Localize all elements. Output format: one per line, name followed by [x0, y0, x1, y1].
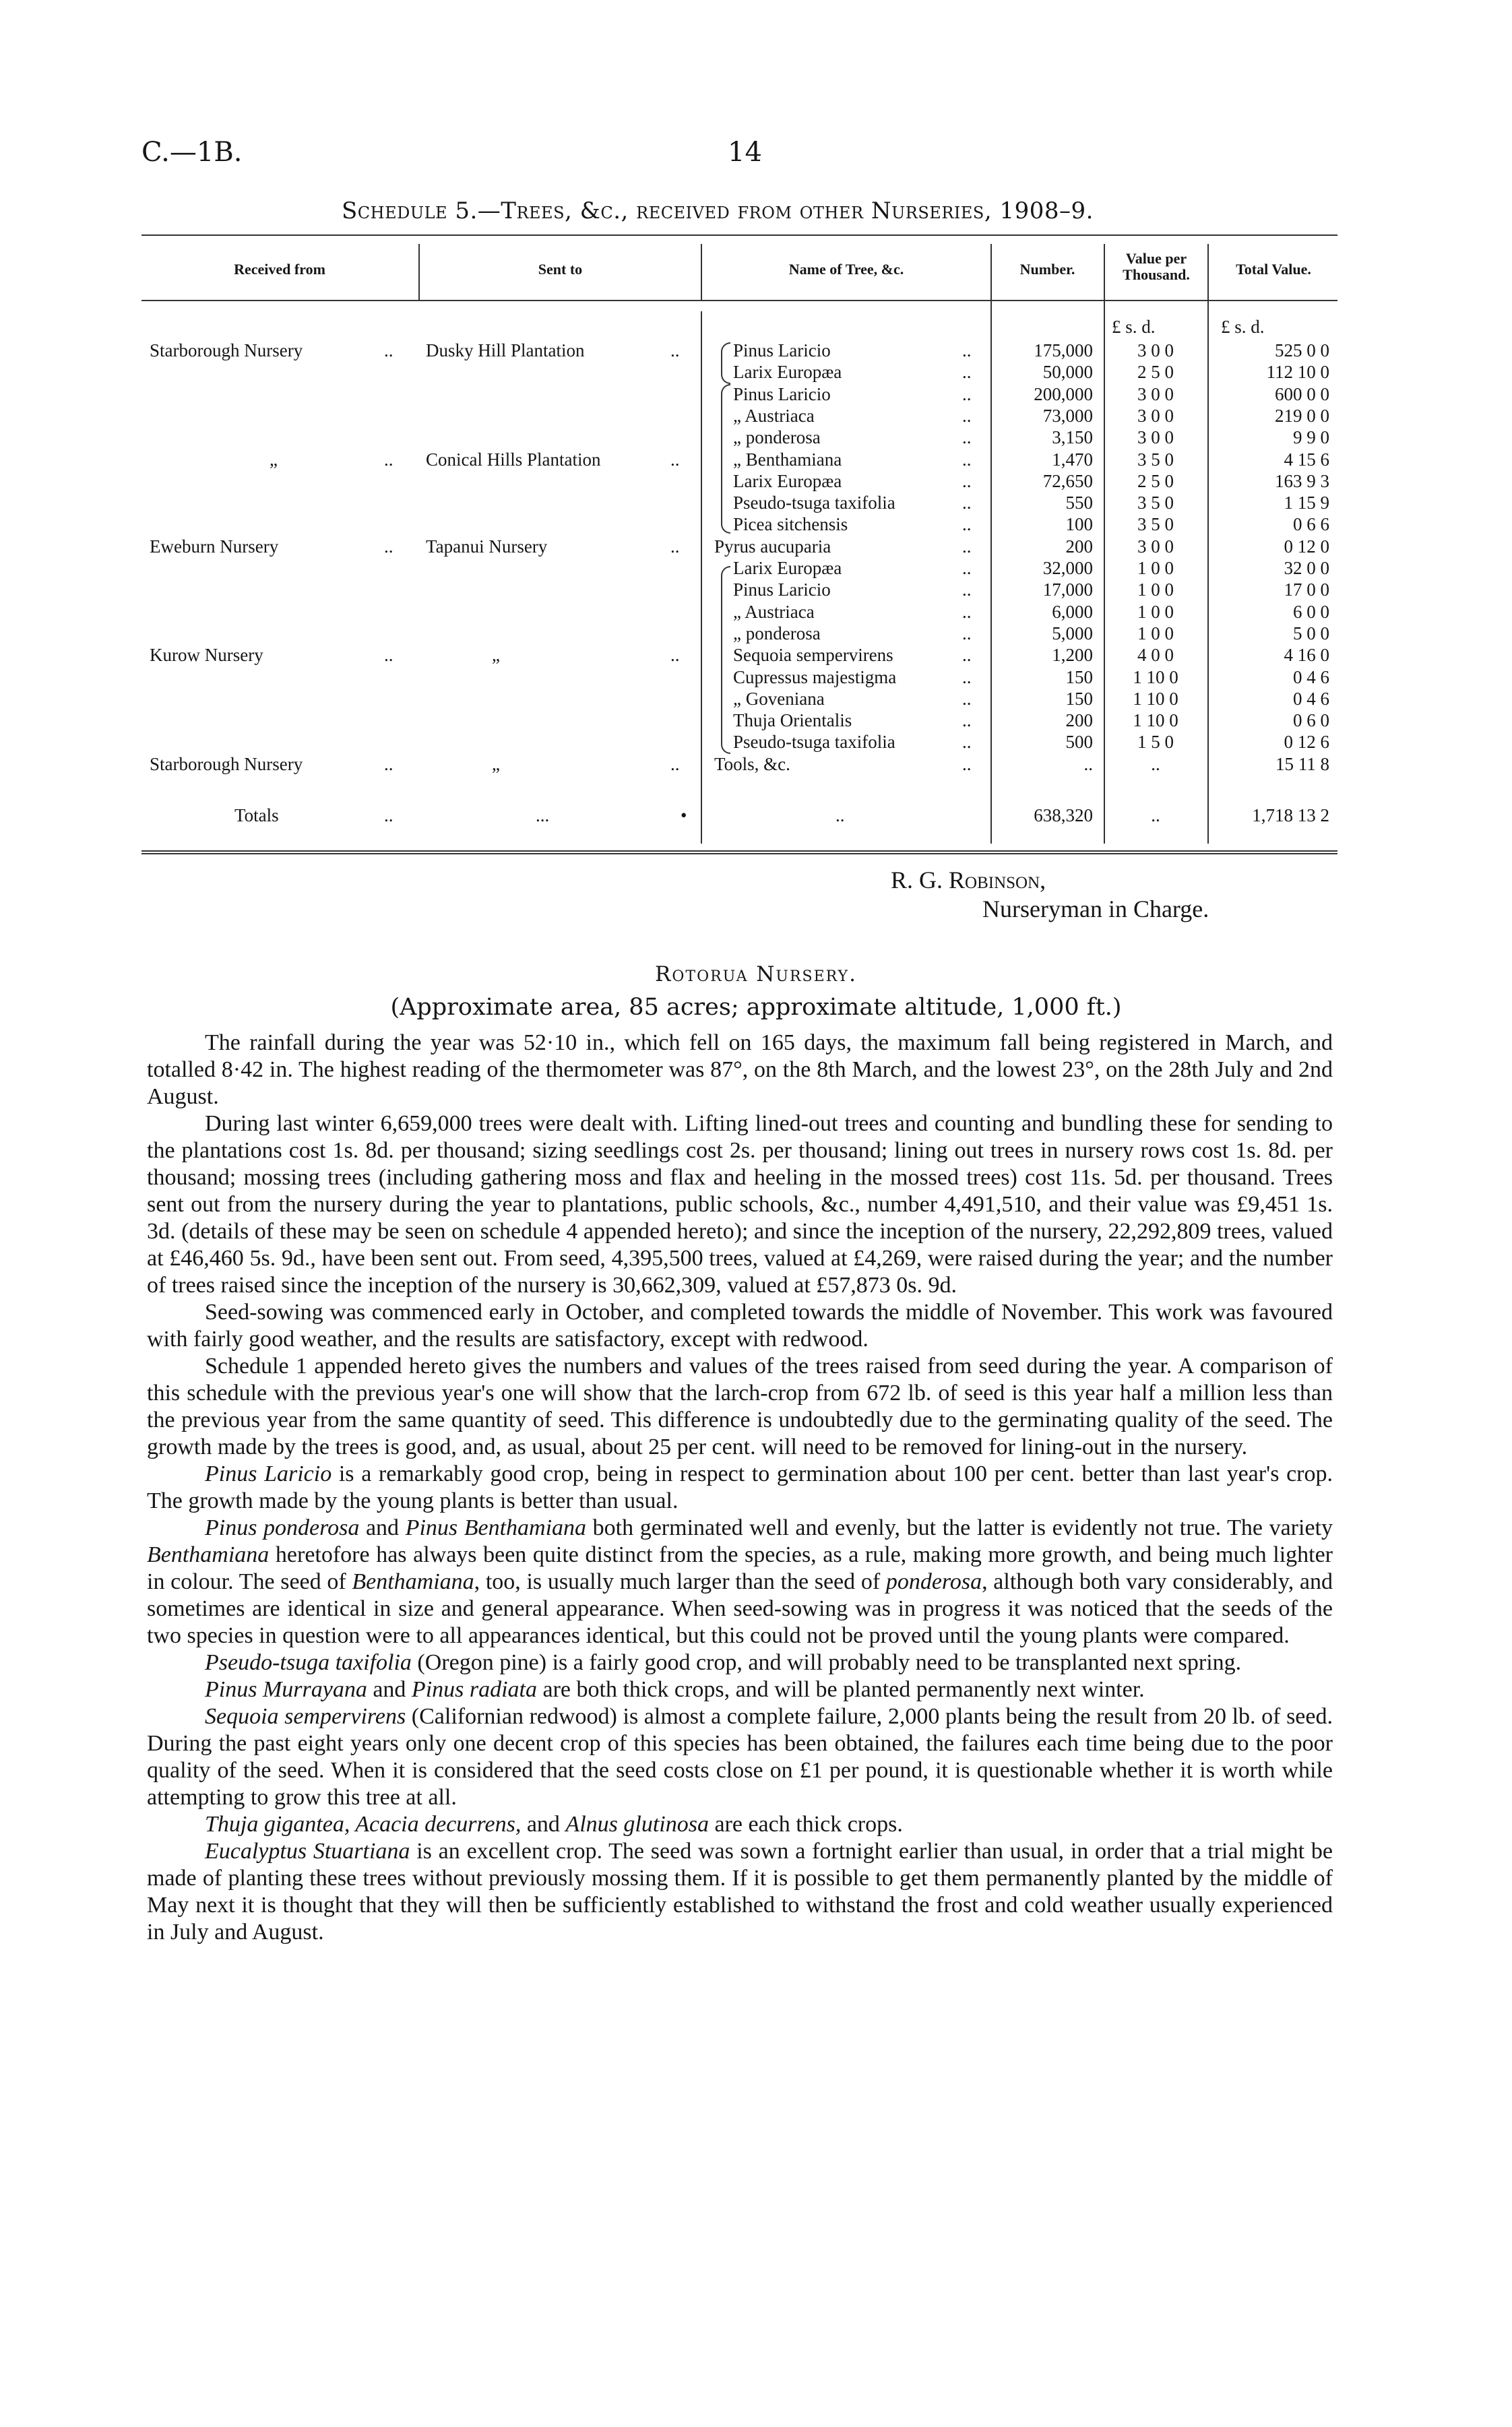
species-name: Benthamiana	[147, 1542, 270, 1567]
cell-value-per-thousand: 3 5 0	[1137, 514, 1174, 535]
paragraph-sequoia	[147, 1703, 1333, 1811]
leader-dots: ..	[670, 449, 680, 470]
leader-dots: ..	[962, 753, 972, 774]
cell-total-value: 32 0 0	[1284, 558, 1329, 578]
species-name: Alnus glutinosa	[565, 1812, 709, 1837]
signature-name: R. G. Robinson,	[891, 866, 1046, 893]
leader-dots: ..	[962, 623, 972, 643]
leader-dots: ..	[962, 514, 972, 535]
species-name: Thuja gigantea, Acacia decurrens,	[205, 1812, 522, 1837]
column-header-received-from: Received from	[234, 261, 325, 278]
group-brace	[721, 342, 730, 384]
leader-dots: ..	[962, 536, 972, 557]
cell-tree-name: Pinus Laricio	[733, 340, 831, 360]
cell-received-from: Starborough Nursery	[150, 753, 303, 774]
species-name: Pseudo-tsuga taxifolia	[205, 1650, 412, 1675]
cell-number: 150	[1065, 688, 1093, 709]
paragraph-text: are both thick crops, and will be planted permanently next winter.	[537, 1677, 1145, 1702]
cell-total-value: 17 0 0	[1284, 579, 1329, 600]
cell-number: 1,200	[1052, 645, 1093, 666]
column-header-tree-name: Name of Tree, &c.	[788, 261, 904, 278]
paragraph-pseudo-tsuga	[147, 1649, 1333, 1676]
cell-number: 200,000	[1034, 383, 1093, 404]
cell-sent-to: Conical Hills Plantation	[426, 449, 601, 470]
cell-value-per-thousand: 4 0 0	[1137, 645, 1174, 666]
paragraph-text: are each thick crops.	[708, 1812, 903, 1837]
leader-dots: ..	[836, 805, 845, 825]
paragraph-eucalyptus	[147, 1838, 1333, 1946]
cell-value-per-thousand: 1 10 0	[1133, 688, 1178, 709]
cell-number: 550	[1065, 493, 1093, 513]
leader-dots: ..	[962, 493, 972, 513]
table-bottom-rule	[141, 850, 1337, 852]
cell-tree-name: Pinus Laricio	[733, 579, 831, 600]
cell-number: 3,150	[1052, 427, 1093, 448]
cell-total-value: 112 10 0	[1266, 362, 1329, 383]
paragraph-text: and	[367, 1677, 412, 1702]
leader-dots: ..	[962, 558, 972, 578]
cell-number: 5,000	[1052, 623, 1093, 643]
leader-dots: ..	[670, 645, 680, 666]
section-title: Rotorua Nursery.	[655, 962, 857, 986]
cell-total-value: 6 0 0	[1293, 601, 1329, 622]
cell-tree-name: „ ponderosa	[733, 623, 821, 643]
cell-value-per-thousand: 3 0 0	[1137, 536, 1174, 557]
document-reference: C.—1B.	[141, 137, 243, 168]
cell-total-value: 0 4 6	[1293, 688, 1329, 709]
cell-tree-name: Thuja Orientalis	[733, 710, 852, 731]
leader-dots: ..	[384, 645, 393, 666]
totals-label: Totals	[234, 805, 279, 825]
page-number: 14	[728, 137, 762, 168]
leader-dots: ..	[670, 536, 680, 557]
cell-received-from: „	[270, 449, 278, 470]
cell-number: 100	[1065, 514, 1093, 535]
cell-tree-name: Cupressus majestigma	[733, 666, 897, 687]
species-name: Eucalyptus Stuartiana	[205, 1839, 410, 1864]
cell-tree-name: „ Austriaca	[733, 601, 815, 622]
cell-total-value: 0 6 0	[1293, 710, 1329, 731]
totals-sent-to: ...	[536, 805, 550, 825]
cell-total-value: 219 0 0	[1275, 405, 1329, 426]
cell-total-value: 600 0 0	[1275, 383, 1329, 404]
leader-dots: ..	[962, 688, 972, 709]
paragraph-seed-sowing: Seed-sowing was commenced early in October, and completed towards the middle of November. This work was favoured with fairly good weather, and the results are satisfactory, except with redwood.	[147, 1300, 1333, 1352]
cell-value-per-thousand: 2 5 0	[1137, 470, 1174, 491]
cell-number: 32,000	[1042, 558, 1093, 578]
totals-total-value: 1,718 13 2	[1252, 805, 1329, 825]
cell-number: 175,000	[1034, 340, 1093, 360]
cell-received-from: Kurow Nursery	[150, 645, 263, 666]
signature-title: Nurseryman in Charge.	[982, 895, 1209, 922]
cell-value-per-thousand: 3 0 0	[1137, 427, 1174, 448]
leader-dots: ..	[962, 340, 972, 360]
species-name: Pinus Benthamiana	[405, 1515, 587, 1540]
cell-tree-name: Larix Europæa	[733, 362, 842, 383]
cell-value-per-thousand: 1 0 0	[1137, 623, 1174, 643]
paragraph-text: (Californian redwood) is almost a complete failure, 2,000 plants being the result from 20 lb. of seed. During the past eight years only one decent crop of this species has been obtained, the failures each time being due to the poor quality of the seed. When it is considered that the seed costs close on £1 per pound, it is questionable whether it is worth while attempting to grow this tree at all.	[147, 1704, 1333, 1810]
section-subtitle: (Approximate area, 85 acres; approximate altitude, 1,000 ft.)	[390, 994, 1122, 1021]
leader-dots: •	[681, 805, 687, 825]
cell-tree-name: Larix Europæa	[733, 558, 842, 578]
cell-total-value: 4 15 6	[1284, 449, 1329, 470]
paragraph-schedule-comparison: Schedule 1 appended hereto gives the numbers and values of the trees raised from seed during the year. A comparison of this schedule with the previous year's one will show that the larch-crop from 672 lb. of seed is this year half a million less than the previous year from the same quantity of seed. This difference is undoubtedly due to the germinating quality of the seed. The growth made by the trees is good, and, as usual, about 25 per cent. will need to be removed for lining-out in the nursery.	[147, 1354, 1333, 1459]
cell-number: 200	[1065, 710, 1093, 731]
leader-dots: ..	[384, 340, 393, 360]
cell-number: 500	[1065, 732, 1093, 753]
cell-tree-name: „ Austriaca	[733, 405, 815, 426]
leader-dots: ..	[962, 383, 972, 404]
cell-value-per-thousand: 3 0 0	[1137, 340, 1174, 360]
paragraph-ponderosa-benthamiana	[147, 1515, 1333, 1649]
leader-dots: ..	[962, 710, 972, 731]
cell-total-value: 9 9 0	[1293, 427, 1329, 448]
cell-value-per-thousand: 2 5 0	[1137, 362, 1174, 383]
leader-dots: ..	[384, 449, 393, 470]
cell-tree-name: Pinus Laricio	[733, 383, 831, 404]
cell-total-value: 1 15 9	[1284, 493, 1329, 513]
cell-tree-name: „ Benthamiana	[733, 449, 842, 470]
leader-dots: ..	[962, 579, 972, 600]
species-name: ponderosa	[885, 1569, 982, 1594]
cell-tree-name: Larix Europæa	[733, 470, 842, 491]
cell-sent-to: Tapanui Nursery	[426, 536, 548, 557]
cell-value-per-thousand: ..	[1151, 753, 1160, 774]
totals-number: 638,320	[1034, 805, 1093, 825]
column-header-total-value: Total Value.	[1236, 261, 1311, 278]
group-brace	[721, 384, 730, 534]
table-top-rule	[141, 234, 1337, 236]
cell-value-per-thousand: 3 5 0	[1137, 449, 1174, 470]
cell-received-from: Starborough Nursery	[150, 340, 303, 360]
value-currency-header: £ s. d.	[1112, 317, 1156, 337]
paragraph-trees-dealt: During last winter 6,659,000 trees were dealt with. Lifting lined-out trees and counting and bundling these for sending to the plantations cost 1s. 8d. per thousand; sizing seedlings cost 2s. per thousand; lining out trees in nursery rows cost 1s. 8d. per thousand; mossing trees (including gathering moss and flax and heeling in the mossed trees) cost 11s. 5d. per thousand. Trees sent out from the nursery during the year to plantations, public schools, &c., number 4,491,510, and their value was £9,451 1s. 3d. (details of these may be seen on schedule 4 appended hereto); and since the inception of the nursery, 22,292,809 trees, valued at £46,460 5s. 9d., have been sent out. From seed, 4,395,500 trees, valued at £4,269, were raised during the year; and the number of trees raised since the inception of the nursery is 30,662,309, valued at £57,873 0s. 9d.	[147, 1111, 1333, 1298]
cell-total-value: 5 0 0	[1293, 623, 1329, 643]
cell-value-per-thousand: 1 0 0	[1137, 579, 1174, 600]
paragraph-text: and	[521, 1812, 566, 1837]
cell-sent-to: „	[492, 753, 500, 774]
table-bottom-rule-double	[141, 853, 1337, 854]
leader-dots: ..	[962, 666, 972, 687]
paragraph-pinus-laricio	[147, 1461, 1333, 1515]
table-header-rule	[141, 300, 1337, 301]
cell-tree-name: „ Goveniana	[733, 688, 825, 709]
cell-total-value: 15 11 8	[1275, 753, 1329, 774]
paragraph-text: and	[359, 1515, 406, 1540]
cell-number: 72,650	[1042, 470, 1093, 491]
leader-dots: ..	[670, 753, 680, 774]
paragraph-text: , too, is usually much larger than the seed of	[474, 1569, 886, 1594]
species-name: Pinus ponderosa	[205, 1515, 360, 1540]
leader-dots: ..	[384, 805, 393, 825]
cell-number: 73,000	[1042, 405, 1093, 426]
paragraph-text: both germinated well and evenly, but the latter is evidently not true. The variety	[586, 1515, 1333, 1540]
paragraph-rainfall: The rainfall during the year was 52·10 in., which fell on 165 days, the maximum fall being registered in March, and totalled 8·42 in. The highest reading of the thermometer was 87°, on the 8th March, and the lowest 23°, on the 28th July and 2nd August.	[147, 1030, 1333, 1109]
leader-dots: ..	[670, 340, 680, 360]
cell-total-value: 163 9 3	[1275, 470, 1329, 491]
leader-dots: ..	[384, 536, 393, 557]
column-header-number: Number.	[1019, 261, 1075, 278]
cell-value-per-thousand: 1 5 0	[1137, 732, 1174, 753]
cell-tree-name: Sequoia sempervirens	[733, 645, 893, 666]
column-header-sent-to: Sent to	[538, 261, 583, 278]
leader-dots: ..	[962, 645, 972, 666]
paragraph-text: is a remarkably good crop, being in respect to germination about 100 per cent. better than last year's crop. The growth made by the young plants is better than usual.	[147, 1461, 1333, 1513]
column-divider	[701, 244, 702, 301]
leader-dots: ..	[962, 362, 972, 383]
cell-tree-name: Pseudo-tsuga taxifolia	[733, 493, 895, 513]
cell-number: 200	[1065, 536, 1093, 557]
cell-tree-name: Tools, &c.	[714, 753, 790, 774]
leader-dots: ..	[962, 427, 972, 448]
column-divider	[1207, 244, 1209, 844]
leader-dots: ..	[962, 470, 972, 491]
cell-tree-name: Pyrus aucuparia	[714, 536, 831, 557]
cell-value-per-thousand: 1 10 0	[1133, 666, 1178, 687]
cell-number: 50,000	[1042, 362, 1093, 383]
cell-total-value: 0 12 6	[1284, 732, 1329, 753]
cell-value-per-thousand: 1 10 0	[1133, 710, 1178, 731]
cell-tree-name: Pseudo-tsuga taxifolia	[733, 732, 895, 753]
totals-value: ..	[1151, 805, 1160, 825]
cell-number: 17,000	[1042, 579, 1093, 600]
cell-sent-to: „	[492, 645, 500, 666]
cell-number: ..	[1083, 753, 1093, 774]
cell-tree-name: „ ponderosa	[733, 427, 821, 448]
species-name: Sequoia sempervirens	[205, 1704, 406, 1729]
cell-value-per-thousand: 3 5 0	[1137, 493, 1174, 513]
leader-dots: ..	[962, 449, 972, 470]
cell-value-per-thousand: 1 0 0	[1137, 601, 1174, 622]
paragraph-text: , although both vary considerably, and sometimes are identical in size and general appearance. When seed-sowing was in progress it was noticed that the seeds of the two species in question were to all appearances identical, but this could not be proved until the young plants were compared.	[147, 1569, 1333, 1648]
report-body	[147, 1030, 1333, 1946]
cell-value-per-thousand: 3 0 0	[1137, 383, 1174, 404]
column-divider	[418, 244, 420, 301]
paragraph-text: (Oregon pine) is a fairly good crop, and will probably need to be transplanted next spring.	[411, 1650, 1242, 1675]
paragraph-murrayana-radiata	[147, 1676, 1333, 1703]
leader-dots: ..	[962, 732, 972, 753]
cell-value-per-thousand: 3 0 0	[1137, 405, 1174, 426]
cell-number: 6,000	[1052, 601, 1093, 622]
species-name: Pinus Murrayana	[205, 1677, 367, 1702]
paragraph-thuja-acacia-alnus	[147, 1811, 1333, 1838]
cell-received-from: Eweburn Nursery	[150, 536, 279, 557]
cell-total-value: 0 12 0	[1284, 536, 1329, 557]
cell-number: 1,470	[1052, 449, 1093, 470]
leader-dots: ..	[384, 753, 393, 774]
cell-sent-to: Dusky Hill Plantation	[426, 340, 585, 360]
leader-dots: ..	[962, 405, 972, 426]
cell-total-value: 0 6 6	[1293, 514, 1329, 535]
cell-tree-name: Picea sitchensis	[733, 514, 848, 535]
cell-value-per-thousand: 1 0 0	[1137, 558, 1174, 578]
species-name: Pinus Laricio	[205, 1461, 332, 1486]
total-currency-header: £ s. d.	[1221, 317, 1265, 337]
cell-total-value: 0 4 6	[1293, 666, 1329, 687]
species-name: Pinus radiata	[411, 1677, 537, 1702]
paragraph-text: is an excellent crop. The seed was sown a fortnight earlier than usual, in order that a trial might be made of planting these trees without previously mossing them. If it is possible to get them permanently planted by the middle of May next it is thought that they will then be sufficiently established to withstand the frost and cold weather usually experienced in July and August.	[147, 1839, 1333, 1945]
paragraph-text: heretofore has always been quite distinct from the species, as a rule, making more growth, and being much lighter in colour. The seed of	[147, 1542, 1333, 1594]
leader-dots: ..	[962, 601, 972, 622]
cell-total-value: 525 0 0	[1275, 340, 1329, 360]
cell-total-value: 4 16 0	[1284, 645, 1329, 666]
column-header-value-per-thousand: Value per Thousand.	[1123, 250, 1190, 283]
schedule-title: Schedule 5.—Trees, &c., received from other Nurseries, 1908–9.	[342, 197, 1094, 224]
cell-number: 150	[1065, 666, 1093, 687]
species-name: Benthamiana	[352, 1569, 474, 1594]
